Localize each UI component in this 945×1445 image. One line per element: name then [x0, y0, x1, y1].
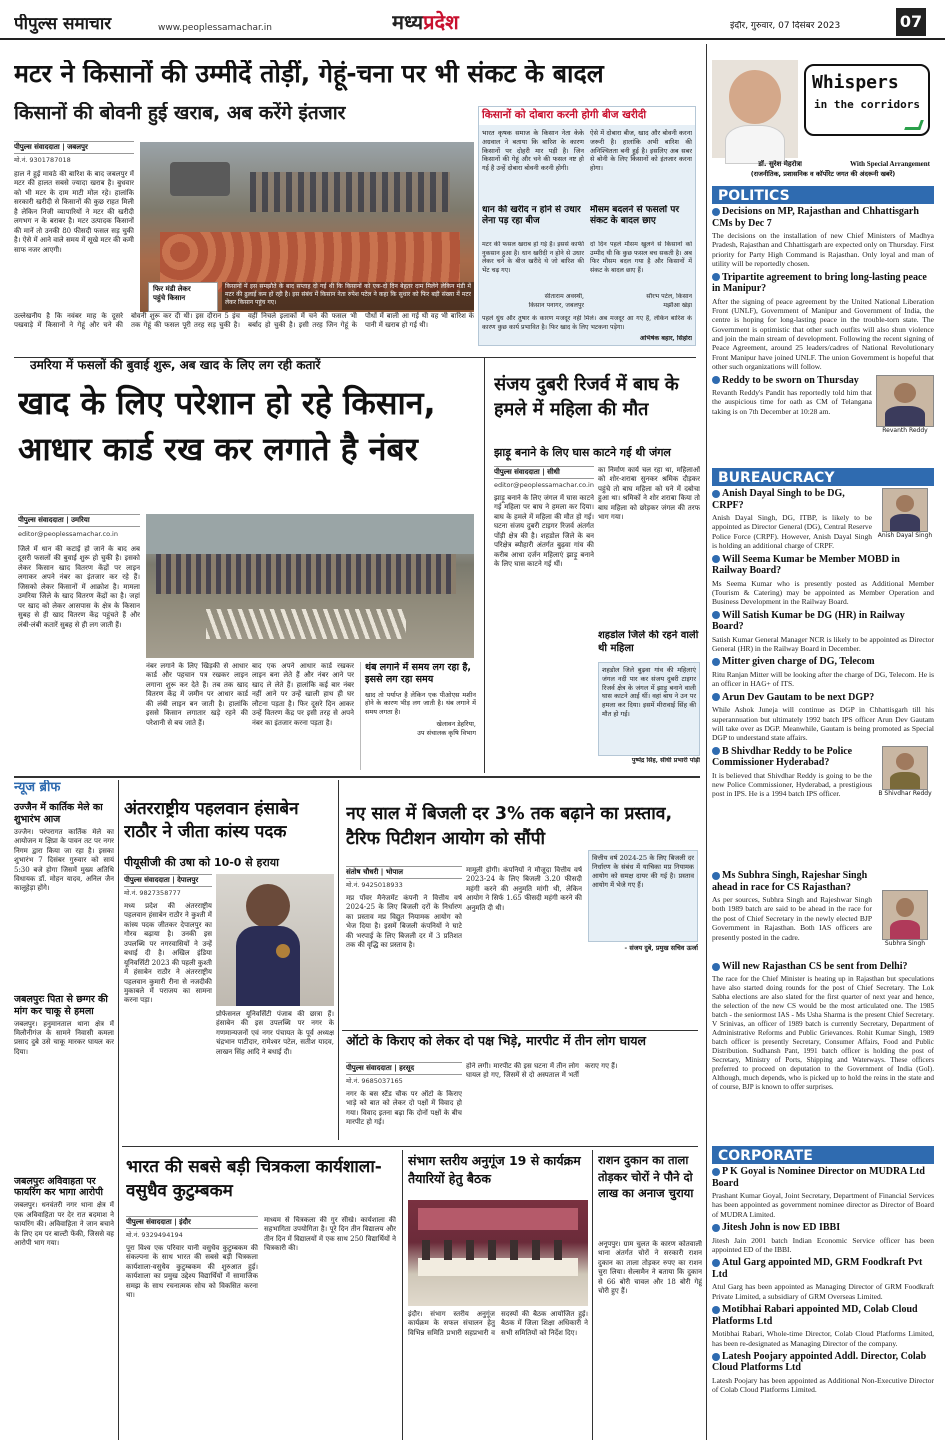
politics-b2: After the signing of peace agreement by the United National Liberation Front (UNLF), Government of Manipur and Government of India, the centre is hoping for long-lasting peace in the trouble-torn state. The Government is optimistic that other such outfits will also shun violence and join the main stream of development. Following the recent signing of Peace Agreement, around 25 leaders/cadres of National Revolutionary Front Manipur have joined UNLF. The union Government is hopeful that other such organizations will follow.	[712, 296, 934, 372]
auto-byline: पीपुल्स संवाददाता | हरसूद	[346, 1062, 462, 1075]
revanth-reddy-photo	[876, 375, 934, 427]
meeting-body: इंदौर। संभाग स्तरीय अनुगूंज कार्यक्रम के सफल संचालन हेतु विभिन्न समिति प्रभारी सहप्रभारी व सदस्यों की बैठक आयोजित हुई। बैठक में जिला शिक्षा अधिकारी ने सभी समितियों को निर्देश दिए।	[408, 1310, 588, 1337]
umaria-headline: खाद के लिए परेशान हो रहे किसान, आधार कार्ड रख कर लगाते है नंबर	[18, 384, 436, 469]
bureaucracy-h3	[712, 610, 934, 633]
photo-medal	[276, 944, 290, 958]
quote-1-text: मटर की फसल खराब हो गई है। इससे काफी नुकसान हुआ है। धान खरीदी न होने से उधार लेकर चने के बीज खरीदे थे जो बारिश की भेंट चढ़ गए।	[482, 241, 584, 274]
politics-h1	[712, 206, 934, 229]
lead-photo-caption	[148, 282, 218, 312]
ration-body: अनूपपुर। ग्राम चुलत के कारण कोतवाली थाना अंतर्गत चोरों ने सरकारी राशन दुकान का ताला तोड़कर रुपए का राशन चुरा लिया। सेल्समैन ने बताया कि दुकान से 66 बोरी चावल और 18 बोरी गेहूं चोरी हुए हैं।	[598, 1240, 702, 1296]
page-number: 07	[896, 8, 926, 36]
photo-attendees	[422, 1240, 572, 1260]
art-body-1: पूरा विश्व एक परिवार यानी वसुधैव कुटुम्बकम की संकल्पना के साथ भारत की सबसे बड़ी चित्रकला कार्यशाला-वसुधैव कुटुम्बकम की शुरुआत हुई। कार्यशाला का प्रमुख उद्देश्य विद्यार्थियों में सामाजिक समझ के साथ रचनात्मक सोच को विकसित करना था।	[126, 1244, 258, 1300]
auto-body-2: होने लगी। मारपीट की इस घटना में तीन लोग घायल हो गए, जिसमें से दो अस्पताल में भर्ती कराए गए हैं।	[466, 1062, 618, 1080]
photo-crowd	[250, 172, 450, 212]
photo-table	[418, 1258, 578, 1276]
bureaucracy-h5	[712, 692, 934, 704]
whispers-arrow-icon	[904, 120, 924, 130]
quote-1-name: सीताराम अवस्थी,	[544, 293, 584, 300]
umaria-col-1: जिले में धान की कटाई हो जाने के बाद अब दूसरी फसलों की बुवाई शुरू हो चुकी है। इसको लेकर किसान खाद वितरण केंद्रों पर लाइन लगाकर अपने नंबर का इंतजार कर रहे हैं। जिसको लेकर किसानों में आक्रोश है। मामला उमरिया जिले के खाद वितरण केंद्रों का है। जहां पर खाद को लेकर आसपास के क्षेत्र के किसान सुबह से ही खाद वितरण केंद्र पहुंचते हैं और लंबी-लंबी कतारें सुबह से ही लग जाती हैं।	[18, 545, 140, 629]
politics-h3-text: Reddy to be sworn on Thursday	[722, 374, 859, 386]
wrestler-body-1: मध्य प्रदेश की अंतरराष्ट्रीय पहलवान हंसाबेन राठौर ने कुश्ती में कांस्य पदक जीतकर देपालपुर का गौरव बढ़ाया है। उनकी इस उपलब्धि पर नगरवासियों ने उन्हें बधाई दी है। अखिल इंडिया यूनिवर्सिटी 2023 की पहली कुश्ती में हंसाबेन राठौर ने अंतरराष्ट्रीय पहलवान कुमारी रीना से नजदीकी मुकाबले में पराजय का सामना करना पड़ा।	[124, 902, 212, 1005]
masthead	[0, 0, 945, 40]
bureaucracy-b7: As per sources, Subhra Singh and Rajeshwar Singh both 1989 batch are said to be ahead in the race for the post of Chief Secretary in the newly elected BJP Government in Rajasthan. Both IAS officers are presently posted in the cadre.	[712, 895, 872, 942]
section-title	[392, 10, 542, 36]
pin-icon	[712, 273, 720, 281]
meeting-photo	[408, 1200, 588, 1306]
columnist-photo	[712, 60, 798, 158]
section-title-a: मध्य	[392, 10, 424, 34]
shivdhar-reddy-photo	[882, 746, 928, 790]
politics-h3	[712, 375, 872, 387]
anish-dayal-singh-photo	[882, 488, 928, 532]
umaria-byline: पीपुल्स संवाददाता | उमरिया	[18, 514, 140, 527]
dateline: इंदौर, गुरुवार, 07 दिसंबर 2023	[730, 21, 841, 31]
news-brief-label: न्यूज ब्रीफ	[14, 780, 61, 795]
corporate-b5: Latesh Poojary has been appointed as Additional Non-Executive Director of Colab Cloud Platforms Limited.	[712, 1375, 934, 1395]
whispers-logo	[804, 64, 930, 136]
anish-dayal-singh-caption: Anish Dayal Singh	[877, 532, 933, 539]
electricity-quote: वित्तीय वर्ष 2024-25 के लिए बिजली दर निर्धारण के संबंध में याचिका मप्र नियामक आयोग को समक्ष दायर की गई है। प्रस्ताव आयोग में भेजे गए हैं।	[588, 850, 698, 942]
electricity-quote-name: - संजय दुबे, प्रमुख सचिव ऊर्जा	[624, 944, 698, 952]
news-brief-column	[14, 780, 114, 1440]
wrestler-byline: पीपुल्स संवाददाता | देपालपुर	[124, 874, 212, 887]
bureaucracy-b2: Ms Seema Kumar who is presently posted as Additional Member (Tourism & Catering) may be appointed as Member Operation and Business Development in the Railway Board.	[712, 578, 934, 607]
art-contact: मो.नं. 9329494194	[126, 1231, 183, 1239]
columnist-name: डॉ. सुरेश मेहरोत्रा	[758, 160, 802, 168]
umaria-quote-role: उप संचालक कृषि विभाग	[417, 728, 476, 737]
corporate-label: CORPORATE	[712, 1146, 934, 1164]
pin-icon	[712, 1224, 720, 1232]
special-arrangement: With Special Arrangement	[850, 160, 930, 168]
bureaucracy-b3: Satish Kumar General Manager NCR is likely to be appointed as Director General (HR) in the Railway Board in December.	[712, 634, 934, 653]
whispers-tagline: (राजनीतिक, प्रशासनिक व कॉर्पोरेट जगत की अंदरूनी खबरें)	[750, 170, 896, 178]
bureaucracy-b8: The race for the Chief Minister is heating up in Rajasthan but speculations have also started doing rounds for the post of Chief Secretary. The Lok Sabha elections are also slated for the first quarter of next year and hence, the selection of the new CS would be the most articulated one. The 1985 batch - the seniormost IAS - Ms Usha Sharma is the present Chief Secretary. V Srinivas, an officer of 1989 batch is currently Secretary, Department of Administrative Reforms and Public Grievances. Rohit Kumar Singh, 1989 batch officer is presently Secretary, Consumer Affairs, Food and Public Distribution. Sudhansh Pant, 1991 batch officer is holding the post of Secretary, Ministry of Ports, Shipping and Waterways. These officers preferred to proceed on deputation to the Government of India (GoI). Although, much depends, who is picked up to hold the reins in the state and of course, BJP is known to offer surprises.	[712, 974, 934, 1091]
bureaucracy-h3-text: Will Satish Kumar be DG (HR) in Railway Board?	[712, 609, 905, 633]
tiger-email: editor@peoplessamachar.co.in	[494, 481, 594, 489]
photo-jersey	[236, 926, 300, 1006]
lead-body-1: हाल ने हुई मावठे की बारिश के बाद जबलपुर में मटर की हालत सबसे ज्यादा खराब है। बुधवार को भी मटर के दाम माटी मोल रहे। हालांकि सरकारी खरीदी से किसानों की कुछ राहत मिली है लेकिन निजी व्यापारियों ने मटर की खरीदी लगभग न के बराबर है। मटर उत्पादक किसानों की मानें तो उनकी 80 फीसदी फसल सड़ चुकी है। ऐसे में आने वाले समय में सूखे मटर की कमी साफ नजर आएगी।	[14, 170, 134, 254]
whispers-subtitle: in the corridors	[814, 98, 920, 111]
bureaucracy-h7	[712, 870, 872, 893]
quote-2-title: मौसम बदलने से फसलों पर संकट के बादल छाए	[590, 205, 680, 227]
pin-icon	[712, 693, 720, 701]
ration-headline: राशन दुकान का ताला तोड़कर चोरों ने पौने दो लाख का अनाज चुराया	[598, 1153, 694, 1201]
whispers-header	[712, 60, 934, 180]
art-byline: पीपुल्स संवाददाता | इंदौर	[126, 1216, 258, 1229]
bureaucracy-b5: While Ashok Juneja will continue as DGP in Chhattisgarh till his superannuation but ultimately 1992 batch IPS officer Arun Dev Gautam will take over as DGP. Meanwhile, Gautam is being promoted as Special DGP to understand state affairs.	[712, 705, 934, 743]
brief-2-text: जबलपुर। हनुमानताल थाना क्षेत्र में मिलौनीगंज के सामने निवासी कमला प्रसाद दुबे उसे चाकू मारकर घायल कर दिया।	[14, 1019, 114, 1056]
corporate-h2-text: Jitesh John is now ED IBBI	[722, 1222, 841, 1234]
seed-box	[478, 106, 696, 346]
corporate-b1: Prashant Kumar Goyal, Joint Secretary, Department of Financial Services has been appointed as government nominee director as Director of Board of MUDRA Limited.	[712, 1191, 934, 1219]
politics-h2	[712, 272, 934, 295]
bureaucracy-b4: Ritu Ranjan Mitter will be looking after the charge of DG, Telecom. He is an officer in HAG+ of ITS.	[712, 669, 934, 689]
lead-contact: मो.नं. 9301787018	[14, 156, 71, 164]
politics-content	[712, 206, 934, 464]
brief-3-text: जबलपुर। धनवंतरी नगर थाना क्षेत्र में एक अविवाहिता पर देर रात बदमाश ने फायरिंग की। अविवाहिता ने जान बचाने के लिए दम पर बाल्टी फेंकी, जिससे वह आरोपी भाग गया।	[14, 1201, 114, 1247]
quote-1-place: किसान पनागर, जबलपुर	[528, 302, 584, 309]
tiger-headline: संजय दुबरी रिजर्व में बाघ के हमले में महिला की मौत	[494, 374, 679, 421]
photo-banner	[418, 1208, 578, 1230]
bureaucracy-h2-text: Will Seema Kumar be Member MOBD in Railway Board?	[712, 553, 900, 576]
pin-icon	[712, 963, 720, 971]
corporate-h4-text: Motibhai Rabari appointed MD, Colab Cloud Platforms Ltd	[712, 1304, 918, 1327]
bureaucracy-h4-text: Mitter given charge of DG, Telecom	[722, 656, 875, 668]
art-headline: भारत की सबसे बड़ी चित्रकला कार्यशाला-वसुधैव कुटुम्बकम	[126, 1157, 382, 1201]
umaria-photo	[146, 514, 474, 658]
pin-icon	[712, 611, 720, 619]
revanth-reddy-caption: Revanth Reddy	[882, 426, 928, 434]
photo-queue	[156, 554, 456, 594]
tiger-byline: पीपुल्स संवाददाता | सीधी	[494, 466, 594, 479]
brief-1-text: उज्जैन। परंपरागत कार्तिक मेले का आयोजन म क्षिप्रा के पावन तट पर नगर निगम द्वारा किया जा रहा है। इसका शुभारंभ 7 दिसंबर गुरुवार को सायं 5:30 बजे होगा जिसमें मुख्य अतिथि विधायक डॉ. मोहन यादव, अनिल जैन कालूहेड़ा होंगे।	[14, 827, 114, 893]
bureaucracy-h6-text: B Shivdhar Reddy to be Police Commissioner Hyderabad?	[712, 745, 853, 769]
politics-h1-text: Decisions on MP, Rajasthan and Chhattisgarh CMs by Dec 7	[712, 206, 919, 229]
politics-b3: Revanth Reddy's Pandit has reportedly told him that the auspicious time for oath as CM of Telangana taking is on 7th December at 10:28 am.	[712, 388, 872, 416]
pin-icon	[712, 376, 720, 384]
brief-2-title: जबलपुरः पिता से छग्गर की मांग कर चाकू से हमला	[14, 993, 108, 1017]
bureaucracy-h4	[712, 656, 934, 668]
bureaucracy-h5-text: Arun Dev Gautam to be next DGP?	[722, 691, 875, 703]
bureaucracy-b1: Anish Dayal Singh, DG, ITBP, is likely to be appointed as Director General (DG), Central Reserve Police Force (CRPF). However, Anish Dayal Singh is holding an additional charge of CRPF.	[712, 513, 872, 551]
bureaucracy-b6: It is believed that Shivdhar Reddy is going to be the new Police Commissioner, Hyderabad, a prestigious post in IPS. He is a 1994 batch IPS officer.	[712, 770, 872, 799]
photo-truck	[170, 162, 230, 196]
corporate-h1-text: P K Goyal is Nominee Director on MUDRA Ltd Board	[712, 1166, 925, 1189]
corporate-b4: Motibhai Rabari, Whole-time Director, Colab Cloud Platforms Limited, has been re-designated as Managing Director of the company.	[712, 1329, 934, 1348]
bureaucracy-h1-text: Anish Dayal Singh to be DG, CRPF?	[712, 488, 845, 511]
shivdhar-reddy-caption: B Shivdhar Reddy	[878, 789, 932, 797]
corporate-h1	[712, 1166, 934, 1189]
paper-logo: पीपुल्स समाचार	[14, 14, 112, 34]
photo-person	[246, 884, 290, 928]
auto-body-1: नगर के बस स्टैंड चौक पर ऑटो के किराए भाड़े को बात को लेकर दो पक्षों में विवाद हो गया। विवाद इतना बढ़ा कि दोनों पक्षों के बीच मारपीट हो गई।	[346, 1090, 462, 1127]
whispers-title: Whispers	[812, 72, 899, 93]
electricity-body-1: मप्र पॉवर मैनेजमेंट कंपनी ने वित्तीय वर्ष 2024-25 के लिए बिजली दरों के निर्धारण का प्रस्ताव मप्र विद्युत नियामक आयोग को भेज दिया है। इसमें बिजली कंपनियों ने घाटे की भरपाई के लिए बिजली दर में 3 प्रतिशत तक की वृद्धि का प्रस्ताव है।	[346, 894, 462, 950]
bureaucracy-h1	[712, 488, 872, 511]
photo-cards	[206, 609, 406, 639]
pin-icon	[712, 1259, 720, 1267]
section-title-b: प्रदेश	[423, 10, 459, 34]
brief-3-title: जबलपुरः अविवाहता पर फायरिंग कर भागा आरोपी	[14, 1175, 103, 1199]
bureaucracy-h6	[712, 746, 872, 769]
caption-line-1: फिर मंडी लेकर	[153, 285, 191, 293]
umaria-quote-text: खाद तो पर्याप्त है लेकिन एक पीओएस मशीन होने के कारण भीड़ लग जाती है। थंब लगाने में समय लगता है।	[365, 690, 476, 717]
umaria-col-2: नंबर लगाने के लिए खिड़की से आधार कार्ड और पहचान पत्र रखकर लाइन लगाना शुरू कर देते हैं। तब तक खाद वितरण केंद्र में जमीन पर आधार कार्ड की लंबी लाइन बन जाती है। हालांकि इससे किसान लगातार खड़े रहने की परेशानी से बच जाते हैं।	[146, 662, 248, 727]
umaria-quote-name: खेलावन डेहरिया,	[436, 719, 476, 728]
pin-icon	[712, 1168, 720, 1176]
tiger-subhead: झाड़ू बनाने के लिए घास काटने गई थी जंगल	[494, 446, 671, 459]
pin-icon	[712, 872, 720, 880]
lead-photo-text: किसानों में इस समझौते के बाद सप्ताह दो गई थी कि किसानों को एक-दो दिन बेहतर दाम मिलेंगे लेकिन मंडी में मटर की ढुलाई कम हो रही है। इस संबंध में किसान नेता रुपेश पटेल ने कहा कि सुधार को फिर बड़ी संख्या में मटर लेकर किसान पहुंच गए।	[222, 282, 474, 310]
wrestler-body-2: प्रोफेसनल यूनिवर्सिटी पंजाब की छात्रा हैं। हंसाबेन की इस उपलब्धि पर नगर के गणमान्यजनों एवं नगर पंचायत के पूर्व अध्यक्ष चंद्रभान पाटीदार, रामेश्वर पटेल, सतीश यादव, लाखन सिंह आदि ने बधाई दी।	[216, 1010, 334, 1056]
pin-icon	[712, 208, 720, 216]
seed-box-title: किसानों को दोबारा करनी होगी बीज खरीदी	[479, 107, 695, 125]
caption-line-2: पहुंचे किसान	[153, 293, 186, 302]
auto-headline: ऑटो के किराए को लेकर दो पक्ष भिड़े, मारपीट में तीन लोग घायल	[346, 1034, 647, 1048]
umaria-kicker: उमरिया में फसलों की बुवाई शुरू, अब खाद के लिए लग रही कतारें	[30, 358, 321, 372]
tiger-col-1: झाड़ू बनाने के लिए जंगल में घास काटने गई महिला पर बाघ ने हमला कर दिया। बाघ के हमले में महिला की मौत हो गई। घटना संजय दुबरी टाइगर रिजर्व अंतर्गत पोंड़ी क्षेत्र की है। शहडोल जिले के बन परिक्षेत्र ब्यौहारी अंतर्गत बुढ़वा गांव की करीब आधा दर्जन महिलाएं झाड़ू बनाने के लिए घास काटने गई थीं।	[494, 494, 594, 569]
umaria-col-3: बाद एक अपने आधार कार्ड रखकर लाइन बना लेते हैं और नंबर आने पर खाद ले लेते हैं। हालांकि कई बार नंबर नहीं आने पर उन्हें खाली हाथ ही घर लौटना पड़ता है। फिर दूसरे दिन आकर उन्हें वितरण केंद्र पर इसी तरह से अपने नंबर का इंतजार करना पड़ता है।	[252, 662, 354, 727]
bureaucracy-h2	[712, 554, 934, 577]
pin-icon	[712, 747, 720, 755]
electricity-body-2: मामूली होगी। कंपनियों ने मौजूदा वित्तीय वर्ष 2023-24 के लिए बिजली 3.20 फीसदी महंगी करने की अनुमति मांगी थी, लेकिन आयोग ने सिर्फ 1.65 फीसदी महंगी करने की अनुमति दी थी।	[466, 866, 582, 912]
bureaucracy-h7-text: Ms Subhra Singh, Rajeshar Singh ahead in race for CS Rajasthan?	[712, 870, 868, 893]
corporate-h5-text: Latesh Poojary appointed Addl. Director, Colab Cloud Platforms Ltd	[712, 1350, 927, 1374]
umaria-quote-box	[360, 662, 476, 770]
lead-subhead: किसानों की बोवनी हुई खराब, अब करेंगे इंतजार	[14, 102, 346, 124]
seed-box-col-2: ऐसे में दोबारा बीज, खाद और बोवनी करना जरूरी है। हालांकि अभी बारिश की अनिश्चितता बनी हुई है। इसलिए अब सबर से बोनी के लिए किसानों को इंतजार करना होगा।	[590, 129, 692, 173]
bureaucracy-content-2	[712, 870, 934, 1142]
paper-url[interactable]: www.peoplessamachar.in	[158, 23, 272, 33]
wrestler-headline: अंतरराष्ट्रीय पहलवान हंसाबेन राठौर ने जीता कांस्य पदक	[124, 799, 299, 842]
seed-box-footer: पहले धुंध और तुषार के कारण मजदूर नहीं मिले। अब मजदूर आ गए हैं, लेकिन बारिश के कारण कुछ कार्य प्रभावित है। फिर खाद के लिए भटकना पड़ेगा।	[482, 315, 692, 331]
seed-box-footer-name: अभिषेक बहार, सिहोरा	[639, 335, 692, 342]
corporate-content	[712, 1166, 934, 1440]
quote-1-title: धान की खरीद न होने से उधार लेना पड़ रहा बीज	[482, 205, 581, 227]
lead-body-2: उल्लेखनीय है कि नवंबर माह के दूसरे पखवाड़े में किसानों ने गेहूं और चने की बोवनी शुरू कर दी थी। इस दौरान 5 इंच तक गेहूं की फसल पूरी तरह सड़ चुकी है। वहीं निचले इलाकों में चने की फसल भी बर्बाद हो चुकी है। इसी तरह जिन गेहूं के पौधों में बाली आ गई थी वह भी बारिश के पानी में खराब हो गई थी।	[14, 312, 474, 330]
pin-icon	[712, 1353, 720, 1361]
wrestler-photo	[216, 874, 334, 1006]
seed-box-col-1: भारत कृषक समाज के किसान नेता केके अग्रवाल ने बताया कि बारिश के कारण किसानों पर दोहरी मार पड़ी है। जिन किसानों की गेहूं और चने की फसल नष्ट हो गई है उन्हें दोबारा बोवनी करनी होगी।	[482, 129, 584, 173]
umaria-quote-title: थंब लगाने में समय लग रहा है, इससे लग रहा समय	[365, 662, 471, 686]
quote-2-name: सौरभ पटेल, किसान	[646, 293, 692, 300]
auto-contact: मो.नं. 9685037165	[346, 1077, 403, 1085]
politics-b1: The decisions on the installation of new Chief Ministers of Madhya Pradesh, Rajasthan and Chhattisgarh are expected only on Thursday. First priority for Party High Command is Rajasthan. Only loyal and man of utility will be reportedly chosen.	[712, 231, 934, 269]
politics-label: POLITICS	[712, 186, 934, 204]
quote-2-text: दो दिन पहले मौसम खुलने से किसानों को उम्मीद थी कि कुछ फसल बच सकती है। अब फिर मौसम बदल गया है और किसानों में संकट के बादल छाए हैं।	[590, 241, 692, 274]
corporate-h3-text: Atul Garg appointed MD, GRM Foodkraft Pvt Ltd	[712, 1257, 923, 1280]
bureaucracy-label: BUREAUCRACY	[712, 468, 934, 486]
art-body-2: माध्यम से चित्रकला की गुर सीखे। कार्यशाला की सहभागिता उपयोगिता है। पूरे दिन तीन विद्यालय और तीन दिन में विद्यालयों में एक साथ 250 विद्यार्थियों ने चित्रकारी की।	[264, 1216, 396, 1253]
photo-building	[146, 514, 474, 554]
tiger-sub-title: शहडोल जिले की रहने वाली थी महिला	[598, 630, 699, 654]
politics-h2-text: Tripartite agreement to bring long-lasting peace in Manipur?	[712, 271, 927, 294]
pin-icon	[712, 555, 720, 563]
subhra-singh-photo	[882, 890, 928, 940]
quote-2-place: मझौआ खेड़ा	[663, 302, 692, 309]
tiger-sub-text: शहडोल जिले बुढ़वा गांव की महिलाएं जंगल नदी पार कर संजय दुबरी टाइगर रिजर्व क्षेत्र के जंगल में झाड़ू बनाने वाली घास काटने आई थीं। वहां बाघ ने उन पर हमला कर दिया। इसमें मीरावाई सिंह की मौत हो गई।	[598, 662, 700, 756]
bureaucracy-content	[712, 488, 934, 868]
umaria-email: editor@peoplessamachar.co.in	[18, 530, 118, 538]
pin-icon	[712, 658, 720, 666]
corporate-h4	[712, 1304, 934, 1327]
electricity-byline: संतोष चौधरी | भोपाल	[346, 866, 462, 879]
electricity-contact: मो.नं. 9425018933	[346, 881, 403, 889]
corporate-b2: Jitesh Jain 2001 batch Indian Economic Service officer has been appointed ED of the IBBI.	[712, 1235, 934, 1254]
corporate-h3	[712, 1257, 934, 1280]
corporate-h2	[712, 1222, 934, 1234]
lead-headline: मटर ने किसानों की उम्मीदें तोड़ीं, गेहूं-चना पर भी संकट के बादल	[14, 60, 604, 88]
wrestler-subhead: पीयूसीजी की उषा को 10-0 से हराया	[124, 856, 279, 869]
brief-1-title: उज्जैन में कार्तिक मेले का शुभारंभ आज	[14, 802, 103, 825]
corporate-h5	[712, 1351, 934, 1374]
lead-byline: पीपुल्स संवाददाता | जबलपुर	[14, 141, 134, 154]
meeting-headline: संभाग स्तरीय अनुगूंज 19 से कार्यक्रम तैयारियों हेतु बैठक	[408, 1153, 581, 1186]
tiger-sub-name: पुष्पेंद्र सिंह, सीधी प्रभारी पोड़ी	[631, 757, 700, 764]
bureaucracy-h8	[712, 961, 934, 973]
pin-icon	[712, 490, 720, 498]
subhra-singh-caption: Subhra Singh	[884, 940, 926, 947]
pin-icon	[712, 1306, 720, 1314]
corporate-b3: Atul Garg has been appointed as Managing Director of GRM Foodkraft Private Limited, a subsidiary of GRM Overseas Limited.	[712, 1282, 934, 1301]
electricity-headline: नए साल में बिजली दर 3% तक बढ़ाने का प्रस्ताव, टैरिफ पिटीशन आयोग को सौंपी	[346, 804, 673, 849]
wrestler-contact: मो.नं. 9827358777	[124, 889, 181, 897]
tiger-col-2: का निर्माण कार्य चल रहा था, महिलाओं को शोर-शराबा सुनकर श्रमिक दौड़कर पहुंचे तो बाघ महिला को घने में दबोचा हुआ था। श्रमिकों ने शोर शराबा किया तो बाघ महिला को छोड़कर जंगल की तरफ भाग गया।	[598, 466, 700, 522]
bureaucracy-h8-text: Will new Rajasthan CS be sent from Delhi?	[722, 961, 908, 972]
